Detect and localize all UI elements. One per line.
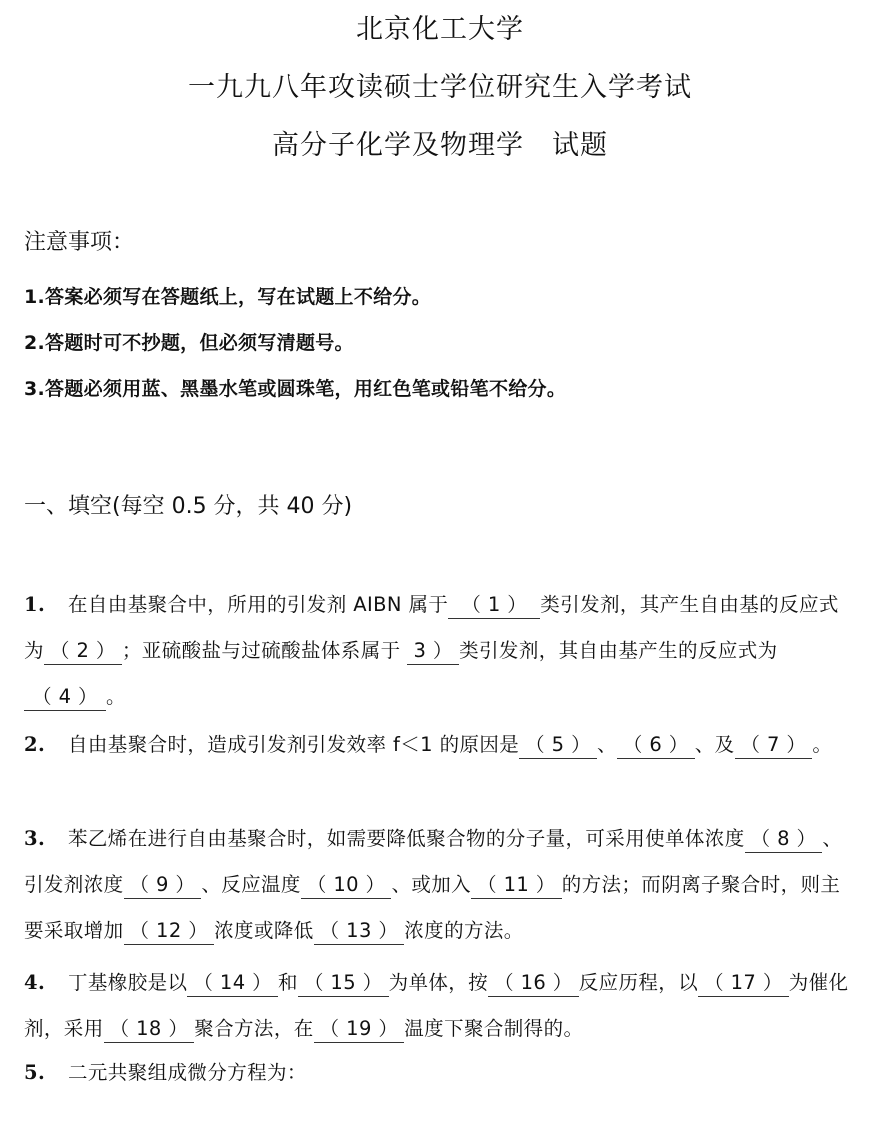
question-3	[24, 816, 856, 954]
answer-blank: （ 7 ）	[735, 732, 813, 759]
question-text: 、或加入	[391, 873, 472, 896]
note-item: 3.答题必须用蓝、黑墨水笔或圆珠笔，用红色笔或铅笔不给分。	[24, 378, 567, 400]
answer-blank: （ 1 ）	[448, 592, 540, 619]
question-text: 温度下聚合制得的。	[404, 1017, 584, 1040]
question-number: 5.	[24, 1061, 46, 1084]
question-text: 苯乙烯在进行自由基聚合时，如需要降低聚合物的分子量，可采用使单体浓度	[68, 827, 745, 850]
question-text: 。	[812, 733, 833, 756]
answer-blank: （ 17 ）	[698, 970, 789, 997]
answer-blank: （ 15 ）	[298, 970, 389, 997]
question-number: 2.	[24, 733, 46, 756]
question-text: 。	[106, 685, 126, 708]
answer-blank: （ 12 ）	[124, 918, 215, 945]
answer-blank: （ 16 ）	[488, 970, 579, 997]
exam-title: 一九九八年攻读硕士学位研究生入学考试	[188, 72, 692, 103]
answer-blank: （ 2 ）	[44, 638, 122, 665]
question-number: 3.	[24, 827, 46, 850]
question-text: 在自由基聚合中，所用的引发剂 AIBN 属于	[68, 593, 449, 616]
answer-blank: （ 18 ）	[104, 1016, 195, 1043]
question-text: 类引发剂，其产生自由基的反应式为	[24, 593, 839, 662]
answer-blank: （ 11 ）	[471, 872, 562, 899]
question-2	[24, 722, 856, 768]
notes-heading: 注意事项：	[24, 230, 135, 255]
subject-name: 高分子化学及物理学	[272, 130, 524, 161]
question-text: 自由基聚合时，造成引发剂引发效率 f＜1 的原因是	[68, 733, 520, 756]
question-text: 浓度的方法。	[404, 919, 524, 942]
question-text: 聚合方法，在	[194, 1017, 314, 1040]
paper-label: 试题	[552, 130, 608, 161]
answer-blank: （ 14 ）	[187, 970, 278, 997]
question-text: 和	[278, 971, 298, 994]
answer-blank: （ 4 ）	[24, 684, 106, 711]
question-text: 为催化剂，采用	[24, 971, 849, 1040]
question-text: 、及	[694, 733, 735, 756]
question-text: 、反应温度	[201, 873, 301, 896]
question-text: 浓度或降低	[214, 919, 314, 942]
answer-blank: （ 5 ）	[519, 732, 597, 759]
question-text: 丁基橡胶是以	[68, 971, 188, 994]
answer-blank: （ 6 ）	[617, 732, 695, 759]
question-text: 为单体，按	[388, 971, 489, 994]
answer-blank: （ 10 ）	[301, 872, 392, 899]
answer-blank: （ 8 ）	[745, 826, 823, 853]
question-number: 1.	[24, 593, 46, 616]
university-name: 北京化工大学	[356, 14, 524, 45]
question-text: 、引发剂浓度	[24, 827, 843, 896]
answer-blank: 3 ）	[407, 638, 459, 665]
question-number: 4.	[24, 971, 46, 994]
question-1	[24, 582, 856, 720]
note-item: 1.答案必须写在答题纸上，写在试题上不给分。	[24, 286, 432, 308]
question-text: 二元共聚组成微分方程为：	[68, 1061, 307, 1084]
question-text: 的方法；而阴离子聚合时，则主要采取增加	[24, 873, 841, 942]
question-text: 反应历程，以	[578, 971, 699, 994]
answer-blank: （ 9 ）	[124, 872, 202, 899]
answer-blank: （ 19 ）	[314, 1016, 405, 1043]
answer-blank: （ 13 ）	[314, 918, 405, 945]
question-text: 类引发剂，其自由基产生的反应式为	[459, 639, 778, 662]
section-heading: 一、填空(每空 0.5 分，共 40 分)	[24, 494, 353, 519]
question-text: ；亚硫酸盐与过硫酸盐体系属于	[121, 639, 401, 662]
subject-line	[0, 130, 880, 162]
note-item: 2.答题时可不抄题，但必须写清题号。	[24, 332, 354, 354]
question-text: 、	[596, 733, 617, 756]
question-4	[24, 960, 856, 1052]
question-5	[24, 1050, 856, 1096]
